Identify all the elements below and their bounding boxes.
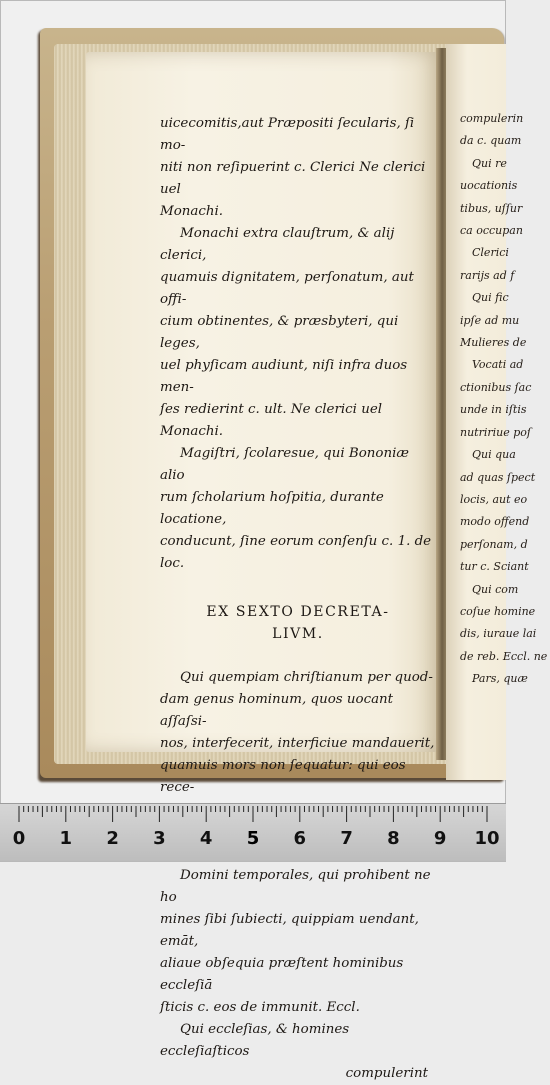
right-line: Qui com [472, 582, 519, 596]
text-line: niti non reſipuerint c. Clerici Ne clerici uel [160, 160, 426, 197]
text-line: Magiſtri, ſcolaresue, qui Bononiæ alio [160, 446, 409, 483]
text-line: mines ſibi ſubiecti, quippiam uendant, emāt, [160, 912, 419, 949]
ruler-number: 0 [12, 828, 26, 849]
right-line: compulerin [460, 112, 524, 125]
text-line: Qui eccleſias, & homines eccleſiaſticos [160, 1022, 350, 1059]
right-line: ad quas ſpect [460, 470, 536, 484]
right-line: unde in iſtis [460, 403, 527, 417]
ruler-number: 5 [246, 828, 260, 849]
text-line: aliaue obſequia præſtent hominibus eccleſiā [160, 956, 404, 993]
text-line: nos, interfecerit, interficiue mandauerit, [160, 736, 435, 751]
right-line: tur c. Sciant [460, 560, 529, 574]
right-line: Pars, quæ [472, 672, 528, 686]
ruler-number: 8 [387, 828, 400, 849]
text-line: quamuis dignitatem, perſonatum, aut offi- [160, 270, 414, 307]
right-line: ca occupan [460, 224, 523, 238]
right-line: Qui qua [472, 448, 516, 462]
right-line: Qui re [472, 156, 507, 170]
text-line: Monachi extra clauſtrum, & alij clerici, [160, 226, 395, 263]
heading-line: LIVM. [272, 626, 324, 642]
text-line: uicecomitis,aut Præpositi ſecularis, ſi mo- [160, 116, 415, 153]
ruler-number: 1 [59, 828, 73, 849]
text-line: conducunt, ſine eorum conſenſu c. 1. de loc. [160, 534, 432, 571]
ruler-number: 2 [106, 828, 119, 849]
right-line: rarijs ad f [460, 268, 515, 282]
text-line: uel phyſicam audiunt, niſi infra duos men- [160, 358, 408, 395]
section-heading [160, 601, 436, 645]
heading-line: EX SEXTO DECRETA- [206, 604, 390, 620]
text-line: cium obtinentes, & præsbyteri, qui leges, [160, 314, 399, 351]
ruler-number: 9 [433, 828, 447, 849]
right-line: Clerici [472, 246, 509, 260]
text-line: Qui quempiam chriſtianum per quod- [180, 670, 433, 685]
text-line: Monachi. [160, 204, 224, 219]
ruler-number: 3 [153, 828, 166, 849]
text-line: ſticis c. eos de immunit. Eccl. [160, 1000, 360, 1015]
ruler-number: 6 [293, 828, 307, 849]
ruler-number: 10 [474, 828, 500, 849]
text-line: Domini temporales, qui prohibent ne ho [160, 868, 431, 905]
catchword: compulerint [345, 1066, 428, 1081]
right-line: coſue homine [460, 604, 536, 618]
right-line: perſonam, d [460, 537, 528, 551]
right-line: dis, iuraue lai [460, 627, 537, 641]
right-line: modo offend [460, 515, 530, 529]
right-line: ipſe ad mu [460, 313, 520, 327]
text-line: rum ſcholarium hoſpitia, durante locatione, [160, 490, 384, 527]
text-line: ſes redierint c. ult. Ne clerici uel Monachi. [160, 402, 383, 439]
right-line: Mulieres de [460, 336, 527, 350]
right-line: Qui fic [472, 291, 509, 305]
right-line: tibus, uſſur [460, 201, 523, 215]
text-line: quamuis mors non ſequatur: qui eos rece- [160, 758, 406, 795]
right-line: de reb. Eccl. ne [460, 649, 548, 663]
right-line: da c. quam [460, 134, 522, 148]
right-page-text [460, 108, 550, 691]
right-line: Vocati ad [472, 358, 524, 372]
right-line: nutririue poſ [460, 425, 531, 439]
measurement-ruler [0, 803, 506, 861]
text-line: dam genus hominum, quos uocant aſſaſsi- [160, 692, 394, 729]
ruler-number: 4 [199, 828, 213, 849]
right-line: uocationis [460, 179, 518, 193]
ruler-number: 7 [340, 828, 353, 849]
right-page [446, 44, 548, 780]
right-line: locis, aut eo [460, 492, 528, 506]
left-page-text [160, 113, 436, 1085]
right-line: ctionibus ſac [460, 380, 532, 394]
